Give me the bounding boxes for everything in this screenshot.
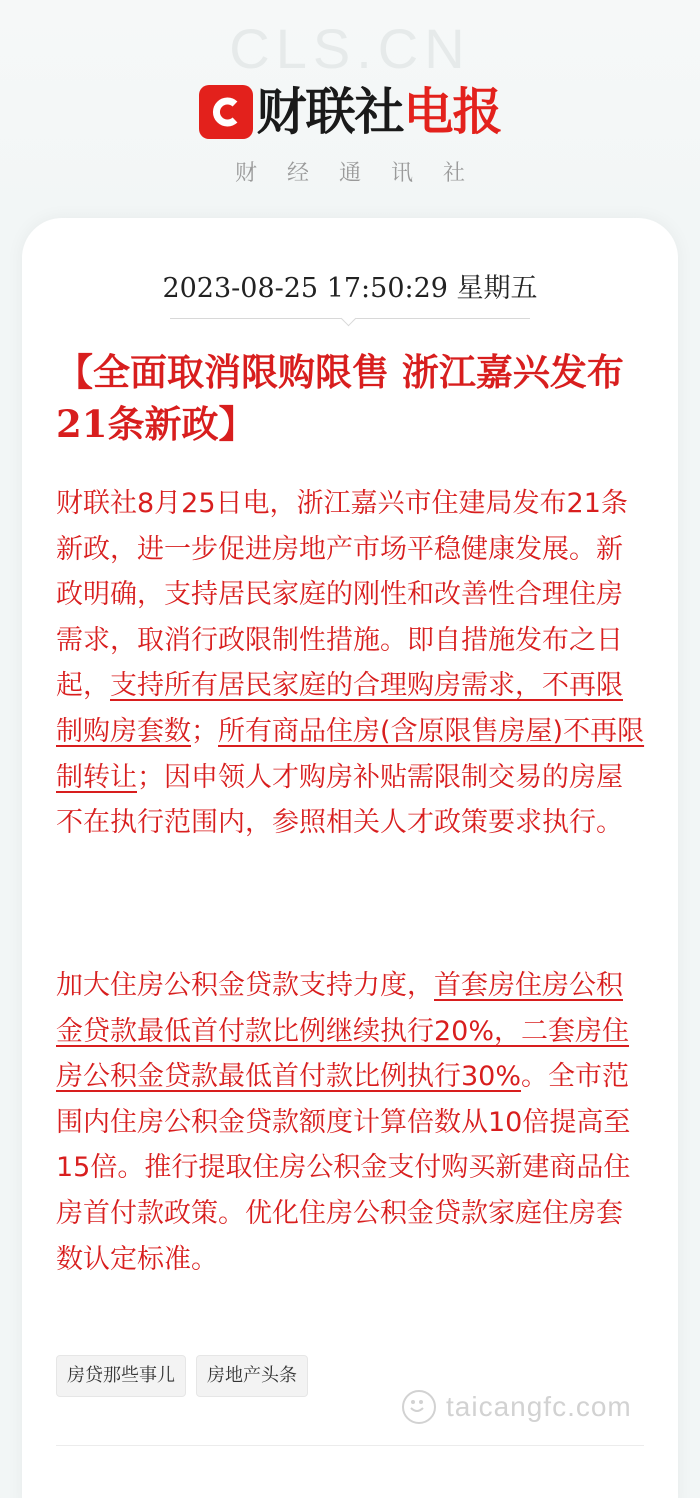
- article-paragraph-2: [56, 963, 646, 1282]
- watermark-taicangfc: [402, 1390, 632, 1424]
- paragraph-segment-underlined: 首套房住房公积金贷款最低首付款比例继续执行20%，二套房住房公积金贷款最低首付款比例执行30%: [56, 970, 630, 1093]
- article-headline: 【全面取消限购限售 浙江嘉兴发布21条新政】: [56, 350, 624, 446]
- brand-name-highlight: 电报: [403, 83, 502, 141]
- brand-subtitle: 财经通讯社: [234, 161, 495, 186]
- article-datetime: 2023-08-25 17:50:29 星期五: [162, 273, 538, 304]
- bottom-divider: [56, 1445, 644, 1446]
- paragraph-segment: ；: [191, 715, 218, 747]
- logo-c-glyph: [206, 92, 246, 132]
- cls-logo-icon: [199, 85, 253, 139]
- watermark-text: taicangfc.com: [446, 1391, 632, 1422]
- tag-item[interactable]: 房地产头条: [196, 1355, 308, 1397]
- tag-list: [56, 1355, 308, 1397]
- paragraph-segment-underlined: 支持所有居民家庭的合理购房需求，不再限制购房套数: [56, 670, 623, 747]
- smiley-icon: [402, 1390, 436, 1424]
- brand-name: 财联社: [256, 83, 404, 141]
- paragraph-segment: 财联社8月25日电，浙江嘉兴市住建局发布21条新政，进一步促进房地产市场平稳健康发展。新政明确，支持居民家庭的刚性和改善性合理住房需求，取消行政限制性措施。即自措施发布之日起，: [56, 488, 628, 702]
- paragraph-segment: ；因申领人才购房补贴需限制交易的房屋不在执行范围内，参照相关人才政策要求执行。: [56, 761, 623, 839]
- watermark-cls: CLS.CN: [229, 17, 471, 80]
- paragraph-segment-underlined: 所有商品住房(含原限售房屋)不再限制转让: [56, 715, 645, 793]
- article-paragraph-1: [56, 481, 646, 846]
- tag-item[interactable]: 房贷那些事儿: [56, 1355, 186, 1397]
- paragraph-segment: 加大住房公积金贷款支持力度，: [56, 970, 434, 1001]
- paragraph-segment: 。全市范围内住房公积金贷款额度计算倍数从10倍提高至15倍。推行提取住房公积金支付购买新建商品住房首付款政策。优化住房公积金贷款家庭住房套数认定标准。: [56, 1061, 631, 1275]
- brand-header: [0, 82, 700, 142]
